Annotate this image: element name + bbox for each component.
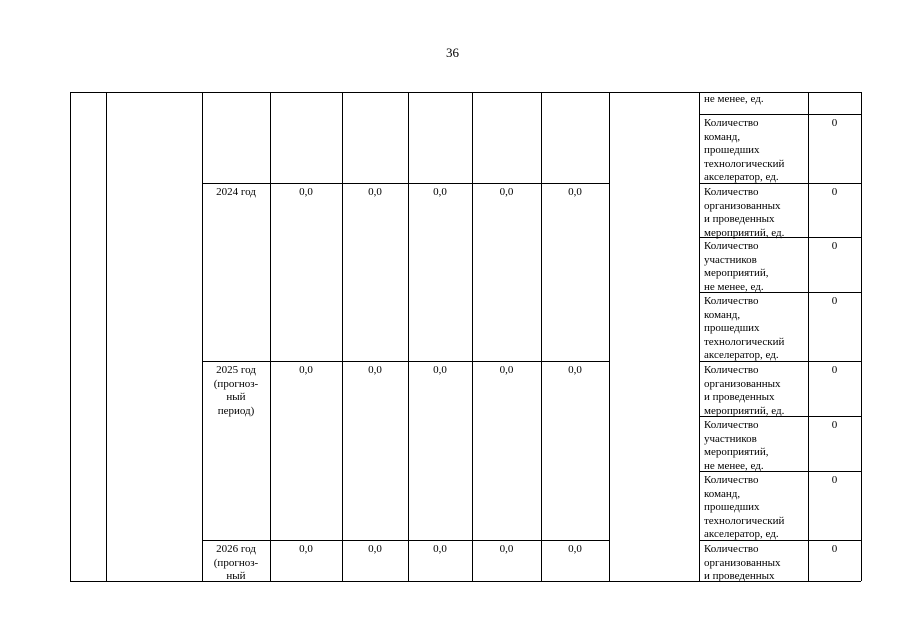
year-block-divider [202,183,609,184]
indicator-text: Количество [704,295,759,307]
indicator-value: 0 [831,186,838,198]
financing-value: 0,0 [568,543,582,555]
column-line-9 [699,92,700,581]
indicator-text: технологический [704,335,785,348]
indicator-text: мероприятий, ед. [704,404,785,417]
year-label: период) [217,404,255,417]
column-line-5 [408,92,409,581]
financing-value: 0,0 [433,543,447,555]
column-line-3 [270,92,271,581]
indicator-text: Количество [704,117,759,129]
year-label: 2024 год [216,186,256,198]
year-label: ный [226,570,246,583]
year-label: (прогноз- [213,556,259,569]
indicator-text: Количество [704,419,759,431]
indicator-text: прошедших [704,144,760,157]
indicator-text: Количество [704,474,759,486]
indicator-text: мероприятий, [704,446,769,459]
column-line-11 [861,92,862,581]
financing-value: 0,0 [499,364,514,376]
indicator-value: 0 [831,295,838,307]
column-line-4 [342,92,343,581]
financing-value: 0,0 [433,186,447,198]
indicator-value: 0 [831,240,838,252]
indicator-text: команд, [704,308,741,321]
column-line-6 [472,92,473,581]
indicator-value: 0 [831,543,838,555]
indicator-value: 0 [831,117,838,129]
column-line-8 [609,92,610,581]
page-number: 36 [446,45,459,60]
indicator-text: команд, [704,130,741,143]
indicator-value: 0 [831,419,838,431]
financing-value: 0,0 [368,364,382,376]
indicator-text: мероприятий, ед. [704,226,785,239]
indicator-text: технологический [704,514,785,527]
indicator-text: акселератор, ед. [704,171,779,184]
column-line-1 [106,92,107,581]
indicator-text: организованных [704,199,781,212]
year-label: 2025 год [216,364,256,376]
indicator-text: технологический [704,157,785,170]
indicator-text: организованных [704,556,781,569]
indicator-text: не менее, ед. [704,93,764,105]
indicator-value: 0 [831,474,838,486]
indicator-text: участников [704,253,757,266]
indicator-text: и проведенных [704,391,775,404]
indicator-row-divider [699,114,861,115]
indicator-text: организованных [704,377,781,390]
indicator-text: прошедших [704,322,760,335]
indicator-text: команд, [704,487,741,500]
indicator-text: Количество [704,240,759,252]
indicator-text: прошедших [704,501,760,514]
indicator-text: Количество [704,364,759,376]
year-block-divider [202,361,609,362]
year-block-divider [202,540,609,541]
column-line-10 [808,92,809,581]
financing-value: 0,0 [299,364,313,376]
financing-value: 0,0 [499,543,514,555]
indicator-text: участников [704,432,757,445]
financing-value: 0,0 [568,186,582,198]
year-label: ный [226,391,246,404]
indicator-text: Количество [704,186,759,198]
column-line-2 [202,92,203,581]
financing-value: 0,0 [299,186,313,198]
financing-value: 0,0 [299,543,313,555]
indicator-text: мероприятий, [704,267,769,280]
financing-value: 0,0 [568,364,582,376]
indicator-text: не менее, ед. [704,280,764,293]
indicator-text: акселератор, ед. [704,349,779,362]
financing-value: 0,0 [368,543,382,555]
column-line-7 [541,92,542,581]
indicator-text: Количество [704,543,759,555]
year-label: (прогноз- [213,377,259,390]
indicator-text: и проведенных [704,213,775,226]
indicator-value: 0 [831,364,838,376]
financing-value: 0,0 [368,186,382,198]
indicator-text: не менее, ед. [704,459,764,472]
column-line-0 [70,92,71,581]
financing-value: 0,0 [499,186,514,198]
indicator-text: и проведенных [704,570,775,583]
financing-value: 0,0 [433,364,447,376]
year-label: 2026 год [216,543,256,555]
indicator-text: акселератор, ед. [704,528,779,541]
